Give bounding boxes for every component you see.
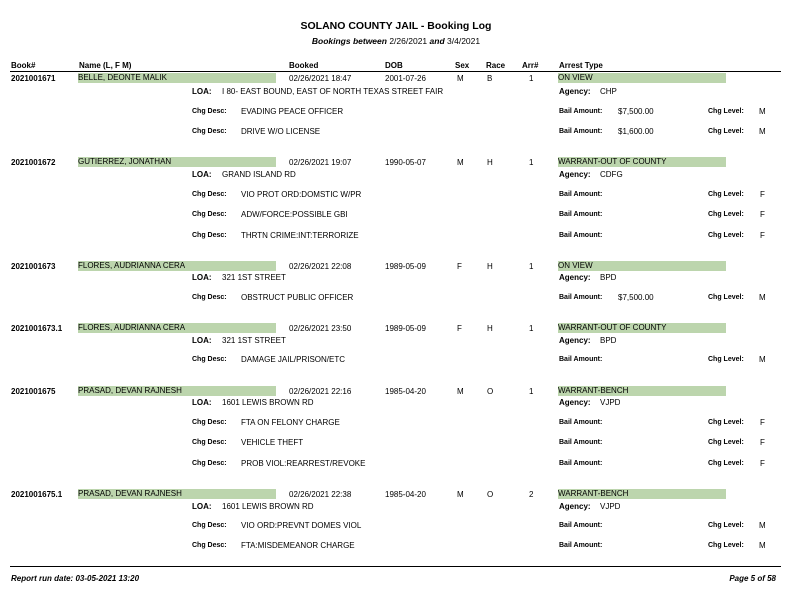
agency-label: Agency: — [559, 170, 591, 179]
chg-level-value: M — [759, 127, 766, 136]
agency-value: VJPD — [600, 502, 621, 511]
chg-level-value: F — [760, 190, 765, 199]
chg-level-value: F — [760, 459, 765, 468]
inmate-name: PRASAD, DEVAN RAJNESH — [78, 489, 276, 499]
agency-value: CHP — [600, 87, 617, 96]
subtitle-prefix: Bookings between — [311, 36, 387, 46]
race: B — [487, 74, 493, 83]
arrest-number: 1 — [529, 74, 534, 83]
loa-label: LOA: — [192, 273, 212, 282]
chg-level-value: M — [759, 355, 766, 364]
booked-datetime: 02/26/2021 23:50 — [289, 324, 352, 333]
col-dob: DOB — [385, 61, 403, 70]
arrest-number: 1 — [529, 324, 534, 333]
chg-level-value: M — [759, 293, 766, 302]
col-arr: Arr# — [522, 61, 539, 70]
chg-desc-value: PROB VIOL:REARREST/REVOKE — [241, 459, 366, 468]
chg-level-label: Chg Level: — [708, 356, 744, 363]
chg-desc-value: VIO PROT ORD:DOMSTIC W/PR — [241, 190, 362, 199]
dob: 1989-05-09 — [385, 262, 426, 271]
bail-label: Bail Amount: — [559, 542, 603, 549]
loa-value: 1601 LEWIS BROWN RD — [222, 398, 314, 407]
chg-level-label: Chg Level: — [708, 542, 744, 549]
agency-value: BPD — [600, 336, 617, 345]
agency-label: Agency: — [559, 273, 591, 282]
inmate-name: GUTIERREZ, JONATHAN — [78, 157, 276, 167]
bail-value: $7,500.00 — [618, 107, 654, 116]
agency-value: VJPD — [600, 398, 621, 407]
loa-label: LOA: — [192, 336, 212, 345]
agency-label: Agency: — [559, 502, 591, 511]
bail-label: Bail Amount: — [559, 128, 603, 135]
chg-desc-label: Chg Desc: — [192, 108, 227, 115]
chg-desc-label: Chg Desc: — [192, 439, 227, 446]
arrest-type: WARRANT-OUT OF COUNTY — [558, 157, 726, 167]
chg-level-label: Chg Level: — [708, 232, 744, 239]
chg-desc-label: Chg Desc: — [192, 191, 227, 198]
loa-value: I 80- EAST BOUND, EAST OF NORTH TEXAS STREET FAIR — [222, 87, 444, 96]
sex: M — [457, 490, 464, 499]
col-race: Race — [486, 61, 506, 70]
subtitle-and: and — [429, 36, 445, 46]
chg-desc-value: VIO ORD:PREVNT DOMES VIOL — [241, 521, 362, 530]
bail-value: $1,600.00 — [618, 127, 654, 136]
arrest-number: 1 — [529, 262, 534, 271]
bail-label: Bail Amount: — [559, 211, 603, 218]
arrest-type: ON VIEW — [558, 261, 726, 271]
book-number: 2021001673 — [11, 262, 56, 271]
inmate-name: PRASAD, DEVAN RAJNESH — [78, 386, 276, 396]
dob: 2001-07-26 — [385, 74, 426, 83]
report-run-date: Report run date: 03-05-2021 13:20 — [11, 574, 140, 583]
booked-datetime: 02/26/2021 18:47 — [289, 74, 352, 83]
page-number: Page 5 of 58 — [729, 574, 776, 583]
chg-level-label: Chg Level: — [708, 191, 744, 198]
chg-desc-label: Chg Desc: — [192, 211, 227, 218]
chg-level-label: Chg Level: — [708, 419, 744, 426]
book-number: 2021001672 — [11, 158, 56, 167]
agency-label: Agency: — [559, 87, 591, 96]
chg-desc-label: Chg Desc: — [192, 294, 227, 301]
chg-desc-label: Chg Desc: — [192, 356, 227, 363]
loa-label: LOA: — [192, 398, 212, 407]
arrest-number: 2 — [529, 490, 534, 499]
bail-label: Bail Amount: — [559, 356, 603, 363]
agency-label: Agency: — [559, 398, 591, 407]
chg-level-label: Chg Level: — [708, 211, 744, 218]
loa-value: 321 1ST STREET — [222, 273, 286, 282]
sex: M — [457, 158, 464, 167]
bail-label: Bail Amount: — [559, 439, 603, 446]
col-booked: Booked — [289, 61, 319, 70]
bail-label: Bail Amount: — [559, 294, 603, 301]
booked-datetime: 02/26/2021 22:08 — [289, 262, 352, 271]
chg-desc-label: Chg Desc: — [192, 128, 227, 135]
bail-label: Bail Amount: — [559, 232, 603, 239]
chg-desc-value: DRIVE W/O LICENSE — [241, 127, 321, 136]
race: H — [487, 262, 493, 271]
loa-value: 1601 LEWIS BROWN RD — [222, 502, 314, 511]
chg-desc-value: DAMAGE JAIL/PRISON/ETC — [241, 355, 346, 364]
chg-level-label: Chg Level: — [708, 128, 744, 135]
col-book: Book# — [11, 61, 36, 70]
book-number: 2021001671 — [11, 74, 56, 83]
chg-level-value: F — [760, 418, 765, 427]
arrest-type: WARRANT-BENCH — [558, 386, 726, 396]
sex: M — [457, 387, 464, 396]
chg-level-label: Chg Level: — [708, 439, 744, 446]
loa-label: LOA: — [192, 502, 212, 511]
loa-value: 321 1ST STREET — [222, 336, 286, 345]
chg-desc-label: Chg Desc: — [192, 232, 227, 239]
loa-label: LOA: — [192, 87, 212, 96]
agency-value: CDFG — [600, 170, 623, 179]
footer-rule — [10, 566, 781, 567]
chg-level-label: Chg Level: — [708, 522, 744, 529]
book-number: 2021001673.1 — [11, 324, 63, 333]
inmate-name: BELLE, DEONTE MALIK — [78, 73, 276, 83]
chg-desc-label: Chg Desc: — [192, 542, 227, 549]
sex: F — [457, 262, 462, 271]
chg-desc-value: THRTN CRIME:INT:TERRORIZE — [241, 231, 359, 240]
chg-level-value: F — [760, 231, 765, 240]
bail-value: $7,500.00 — [618, 293, 654, 302]
loa-label: LOA: — [192, 170, 212, 179]
inmate-name: FLORES, AUDRIANNA CERA — [78, 261, 276, 271]
arrest-number: 1 — [529, 387, 534, 396]
book-number: 2021001675.1 — [11, 490, 63, 499]
report-subtitle — [0, 36, 792, 46]
chg-desc-value: FTA ON FELONY CHARGE — [241, 418, 340, 427]
book-number: 2021001675 — [11, 387, 56, 396]
date-from: 2/26/2021 — [389, 36, 428, 46]
booked-datetime: 02/26/2021 22:16 — [289, 387, 352, 396]
header-rule — [10, 71, 781, 72]
date-to: 3/4/2021 — [447, 36, 481, 46]
bail-label: Bail Amount: — [559, 460, 603, 467]
report-title: SOLANO COUNTY JAIL - Booking Log — [300, 20, 492, 32]
chg-desc-label: Chg Desc: — [192, 522, 227, 529]
race: H — [487, 324, 493, 333]
sex: M — [457, 74, 464, 83]
col-sex: Sex — [455, 61, 470, 70]
arrest-number: 1 — [529, 158, 534, 167]
booked-datetime: 02/26/2021 22:38 — [289, 490, 352, 499]
sex: F — [457, 324, 462, 333]
chg-level-value: M — [759, 521, 766, 530]
dob: 1985-04-20 — [385, 387, 426, 396]
arrest-type: ON VIEW — [558, 73, 726, 83]
chg-desc-label: Chg Desc: — [192, 460, 227, 467]
chg-level-value: M — [759, 107, 766, 116]
chg-level-value: M — [759, 541, 766, 550]
dob: 1989-05-09 — [385, 324, 426, 333]
booked-datetime: 02/26/2021 19:07 — [289, 158, 352, 167]
dob: 1990-05-07 — [385, 158, 426, 167]
bail-label: Bail Amount: — [559, 191, 603, 198]
chg-level-label: Chg Level: — [708, 294, 744, 301]
bail-label: Bail Amount: — [559, 419, 603, 426]
chg-level-label: Chg Level: — [708, 460, 744, 467]
chg-level-label: Chg Level: — [708, 108, 744, 115]
loa-value: GRAND ISLAND RD — [222, 170, 296, 179]
race: O — [487, 387, 494, 396]
chg-desc-value: FTA:MISDEMEANOR CHARGE — [241, 541, 355, 550]
dob: 1985-04-20 — [385, 490, 426, 499]
col-name: Name (L, F M) — [79, 61, 132, 70]
chg-desc-value: ADW/FORCE:POSSIBLE GBI — [241, 210, 348, 219]
agency-value: BPD — [600, 273, 617, 282]
inmate-name: FLORES, AUDRIANNA CERA — [78, 323, 276, 333]
bail-label: Bail Amount: — [559, 108, 603, 115]
chg-desc-value: OBSTRUCT PUBLIC OFFICER — [241, 293, 354, 302]
col-arrest-type: Arrest Type — [559, 61, 603, 70]
arrest-type: WARRANT-OUT OF COUNTY — [558, 323, 726, 333]
arrest-type: WARRANT-BENCH — [558, 489, 726, 499]
bail-label: Bail Amount: — [559, 522, 603, 529]
race: O — [487, 490, 494, 499]
race: H — [487, 158, 493, 167]
chg-level-value: F — [760, 210, 765, 219]
chg-desc-label: Chg Desc: — [192, 419, 227, 426]
agency-label: Agency: — [559, 336, 591, 345]
chg-desc-value: EVADING PEACE OFFICER — [241, 107, 344, 116]
chg-desc-value: VEHICLE THEFT — [241, 438, 304, 447]
chg-level-value: F — [760, 438, 765, 447]
